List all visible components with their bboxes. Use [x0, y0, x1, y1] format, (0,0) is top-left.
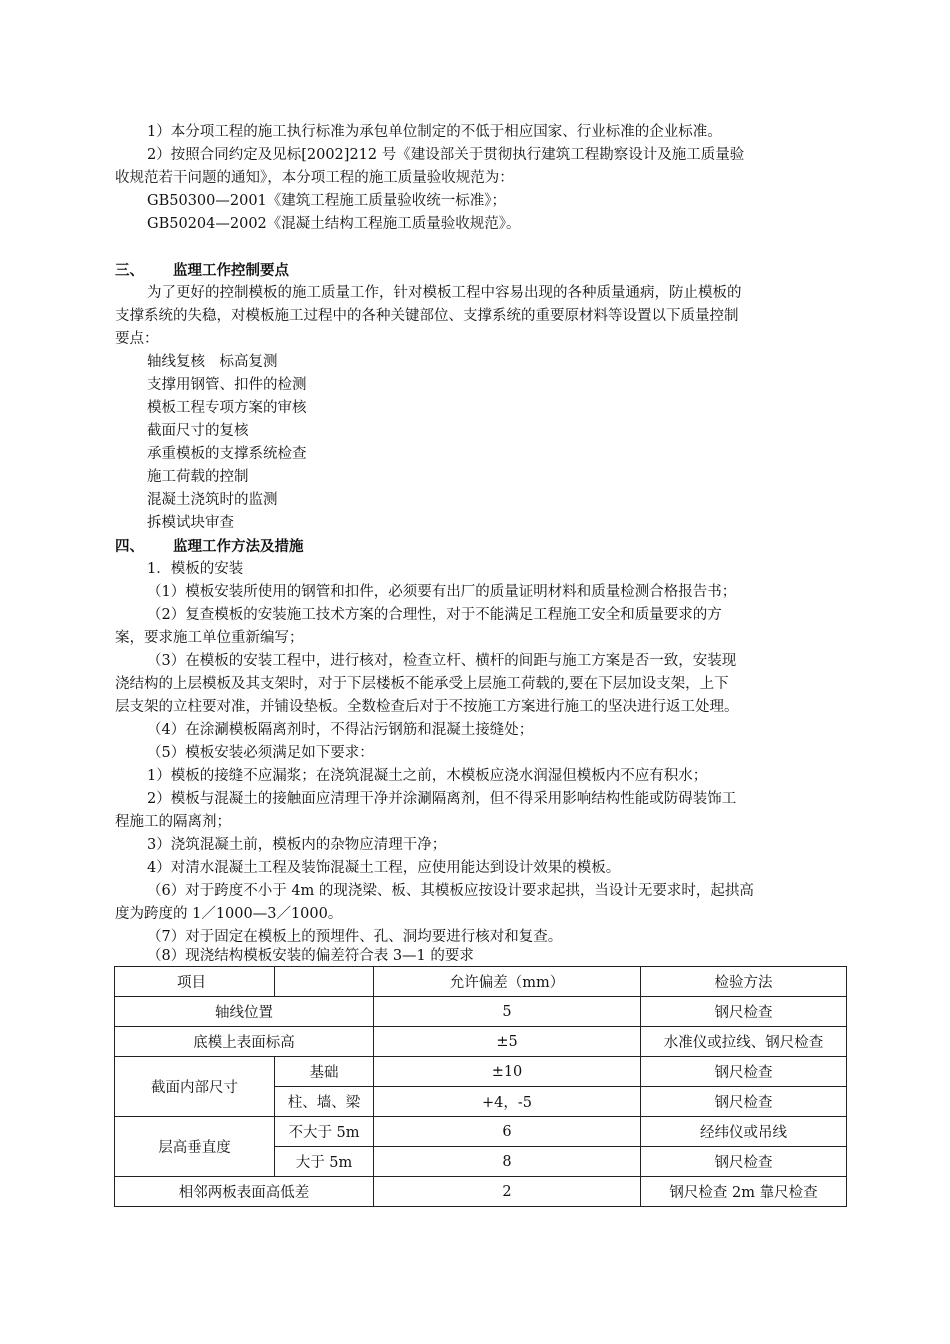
row-tolerance: 6: [374, 1117, 641, 1147]
table-row: [115, 997, 847, 1027]
row-method: 经纬仪或吊线: [641, 1117, 847, 1147]
row-subitem: 大于 5m: [275, 1147, 374, 1177]
standards-paragraph-2-cont: 收规范若干问题的通知》，本分项工程的施工质量验收规范为：: [115, 170, 514, 186]
measure-item-3-cont: 浇结构的上层模板及其支架时，对于下层楼板不能承受上层施工荷载的,要在下层加设支架，上下: [115, 676, 729, 692]
table-row: [115, 1027, 847, 1057]
row-method: 钢尺检查: [641, 997, 847, 1027]
table-row: [115, 1117, 847, 1147]
control-point: 承重模板的支撑系统检查: [147, 446, 307, 462]
measure-item-2: （2）复查模板的安装施工技术方案的合理性，对于不能满足工程施工安全和质量要求的方: [147, 607, 722, 623]
section-3-number: 三、: [115, 262, 144, 279]
row-tolerance: 2: [374, 1177, 641, 1207]
control-point: 拆模试块审查: [147, 515, 234, 531]
requirement-2-cont: 程施工的隔离剂；: [115, 814, 231, 830]
tolerance-table: [114, 966, 847, 1207]
row-item: 截面内部尺寸: [115, 1057, 275, 1117]
requirement-2: 2）模板与混凝土的接触面应清理干净并涂涮隔离剂，但不得采用影响结构性能或防碍装饰工: [147, 791, 737, 807]
measure-item-1: （1）模板安装所使用的钢管和扣件，必须要有出厂的质量证明材料和质量检测合格报告书；: [147, 584, 737, 600]
row-item: 轴线位置: [115, 997, 374, 1027]
row-subitem: 基础: [275, 1057, 374, 1087]
header-method: 检验方法: [641, 967, 847, 997]
row-item: 相邻两板表面高低差: [115, 1177, 374, 1207]
row-tolerance: 5: [374, 997, 641, 1027]
row-tolerance: +4，-5: [374, 1087, 641, 1117]
measure-item-8: （8）现浇结构模板安装的偏差符合表 3—1 的要求: [147, 948, 474, 964]
section-3-intro: 为了更好的控制模板的施工质量工作，针对模板工程中容易出现的各种质量通病，防止模板的: [147, 285, 742, 301]
control-point: 混凝土浇筑时的监测: [147, 492, 278, 508]
standards-paragraph-1: 1）本分项工程的施工执行标准为承包单位制定的不低于相应国家、行业标准的企业标准。: [147, 124, 722, 140]
control-point: 轴线复核 标高复测: [147, 354, 278, 370]
measure-item-6-cont: 度为跨度的 1／1000—3／1000。: [115, 906, 343, 922]
row-item: 底模上表面标高: [115, 1027, 374, 1057]
section-3-intro-end: 要点：: [115, 331, 159, 347]
row-tolerance: ±10: [374, 1057, 641, 1087]
section-3-heading: [115, 259, 845, 282]
row-tolerance: 8: [374, 1147, 641, 1177]
measure-item-7: （7）对于固定在模板上的预埋件、孔、洞均要进行核对和复查。: [147, 929, 563, 945]
section-4-heading: [115, 535, 845, 558]
table-row: [115, 1057, 847, 1087]
row-subitem: 柱、墙、梁: [275, 1087, 374, 1117]
measure-item-2-cont: 案，要求施工单位重新编写；: [115, 630, 304, 646]
row-method: 钢尺检查 2m 靠尺检查: [641, 1177, 847, 1207]
control-point: 施工荷载的控制: [147, 469, 249, 485]
row-item: 层高垂直度: [115, 1117, 275, 1177]
subsection-formwork-installation: 1．模板的安装: [147, 561, 244, 577]
row-method: 钢尺检查: [641, 1147, 847, 1177]
section-3-title: 监理工作控制要点: [173, 262, 289, 279]
section-4-number: 四、: [115, 538, 144, 555]
standard-gb50300: GB50300—2001《建筑工程施工质量验收统一标准》；: [147, 193, 507, 209]
section-3-intro-cont: 支撑系统的失稳，对模板施工过程中的各种关键部位、支撑系统的重要原材料等设置以下质量控制: [115, 308, 739, 324]
row-subitem: 不大于 5m: [275, 1117, 374, 1147]
measure-item-5: （5）模板安装必须满足如下要求：: [147, 745, 374, 761]
row-method: 钢尺检查: [641, 1087, 847, 1117]
control-point: 模板工程专项方案的审核: [147, 400, 307, 416]
table-row: [115, 1177, 847, 1207]
measure-item-6: （6）对于跨度不小于 4m 的现浇梁、板、其模板应按设计要求起拱，当设计无要求时，起拱高: [147, 883, 754, 899]
row-method: 钢尺检查: [641, 1057, 847, 1087]
row-method: 水准仪或拉线、钢尺检查: [641, 1027, 847, 1057]
header-blank: [275, 967, 374, 997]
header-item: 项目: [115, 967, 275, 997]
section-4-title: 监理工作方法及措施: [173, 538, 304, 555]
control-point: 截面尺寸的复核: [147, 423, 249, 439]
control-point: 支撑用钢管、扣件的检测: [147, 377, 307, 393]
standards-paragraph-2: 2）按照合同约定及见标[2002]212 号《建设部关于贯彻执行建筑工程勘察设计及施工质量验: [147, 147, 745, 163]
table-header-row: [115, 967, 847, 997]
requirement-3: 3）浇筑混凝土前，模板内的杂物应清理干净；: [147, 837, 447, 853]
row-tolerance: ±5: [374, 1027, 641, 1057]
standard-gb50204: GB50204—2002《混凝土结构工程施工质量验收规范》。: [147, 216, 521, 232]
measure-item-3-end: 层支架的立柱要对准，并铺设垫板。全数检查后对于不按施工方案进行施工的坚决进行返工处理。: [115, 699, 739, 715]
header-tolerance: 允许偏差（mm）: [374, 967, 641, 997]
requirement-1: 1）模板的接缝不应漏浆；在浇筑混凝土之前，木模板应浇水润湿但模板内不应有积水；: [147, 768, 708, 784]
measure-item-4: （4）在涂涮模板隔离剂时，不得沾污钢筋和混凝土接缝处；: [147, 722, 534, 738]
measure-item-3: （3）在模板的安装工程中，进行核对，检查立杆、横杆的间距与施工方案是否一致，安装现: [147, 653, 737, 669]
requirement-4: 4）对清水混凝土工程及装饰混凝土工程，应使用能达到设计效果的模板。: [147, 860, 621, 876]
